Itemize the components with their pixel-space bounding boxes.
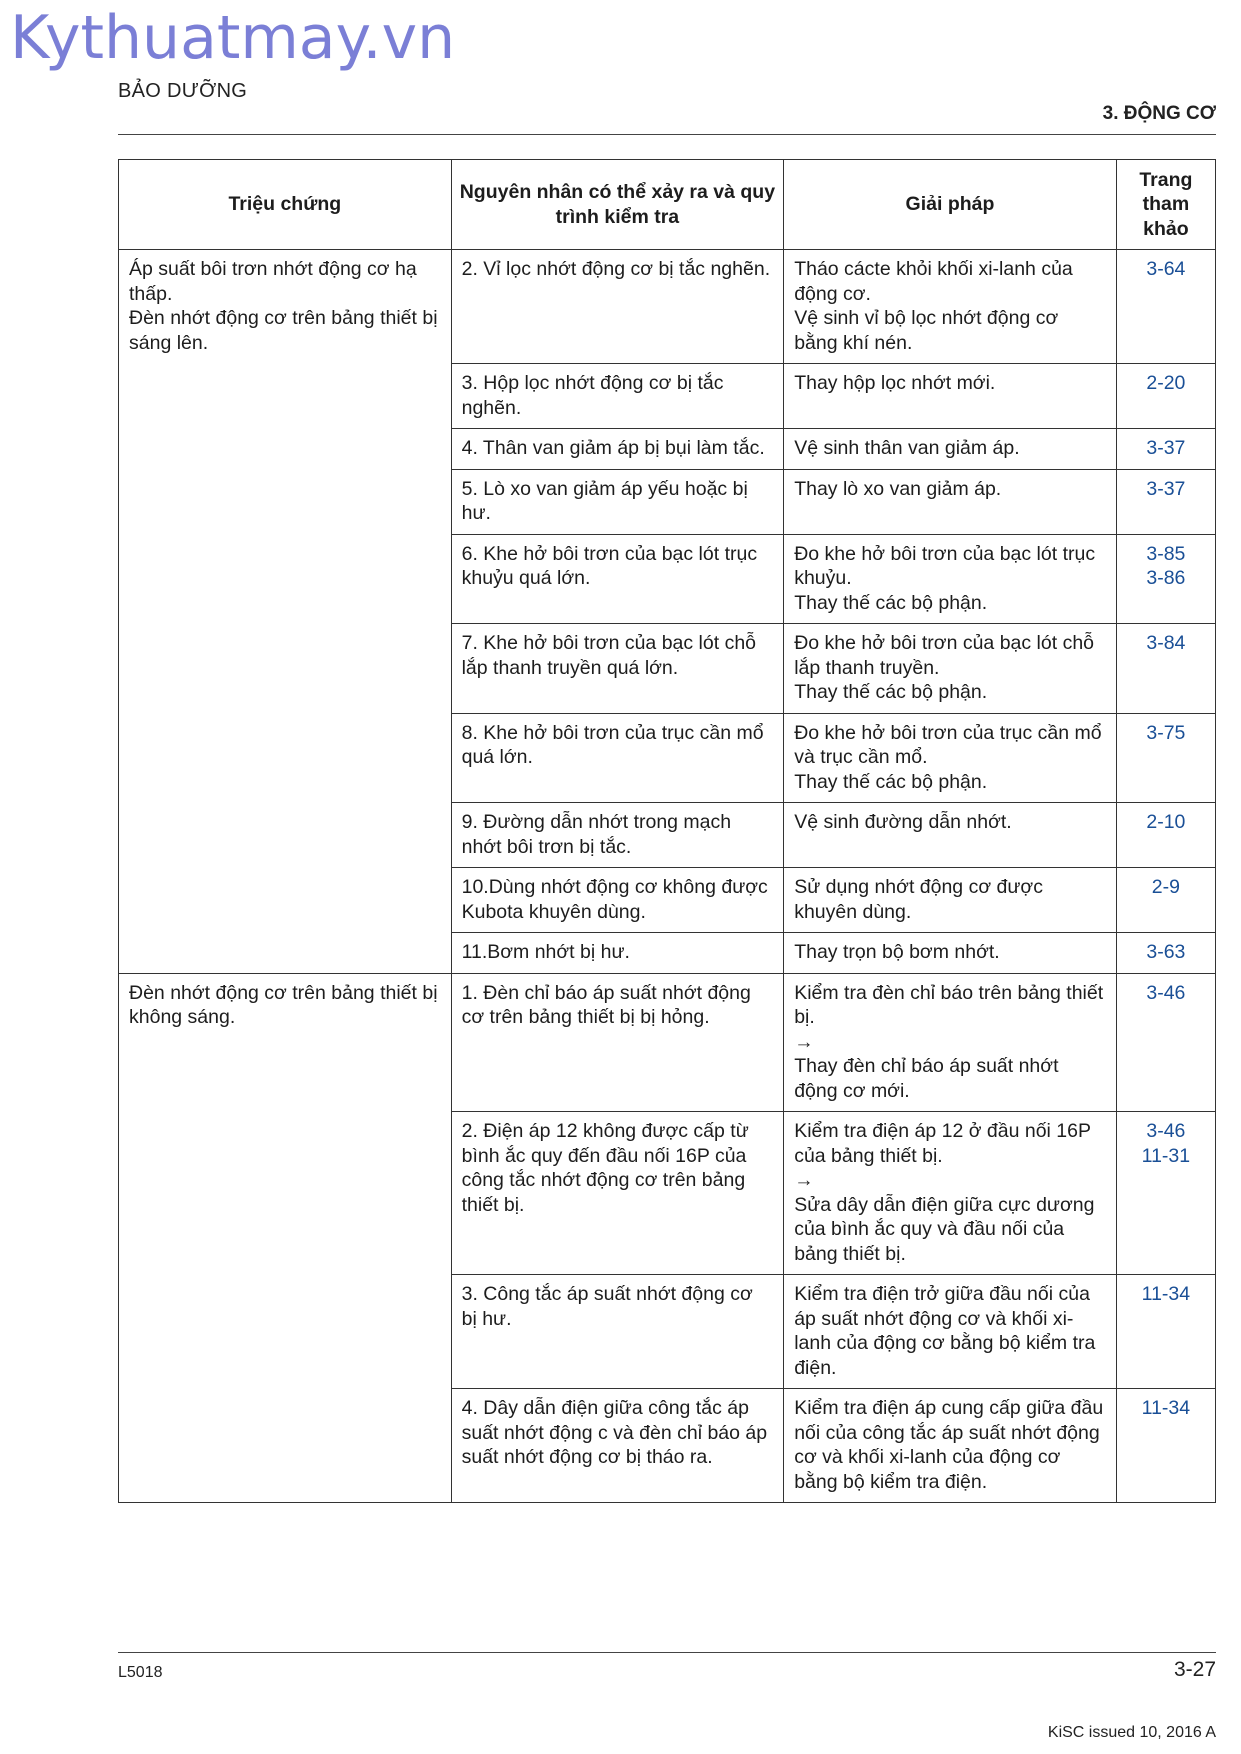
footer-divider xyxy=(118,1652,1216,1653)
cause-cell: 10.Dùng nhớt động cơ không được Kubota khuyên dùng. xyxy=(451,868,784,933)
cause-cell: 8. Khe hở bôi trơn của trục cần mổ quá lớn. xyxy=(451,713,784,803)
model-code: L5018 xyxy=(118,1664,163,1681)
cause-cell: 3. Công tắc áp suất nhớt động cơ bị hư. xyxy=(451,1275,784,1389)
header-divider xyxy=(118,134,1216,135)
cause-cell: 2. Vỉ lọc nhớt động cơ bị tắc nghẽn. xyxy=(451,250,784,364)
cause-cell: 11.Bơm nhớt bị hư. xyxy=(451,933,784,974)
cause-cell: 3. Hộp lọc nhớt động cơ bị tắc nghẽn. xyxy=(451,364,784,429)
cause-cell: 4. Dây dẫn điện giữa công tắc áp suất nhớt động c và đèn chỉ báo áp suất nhớt động cơ bị tháo ra. xyxy=(451,1389,784,1503)
symptom-cell: Áp suất bôi trơn nhớt động cơ hạ thấp. Đèn nhớt động cơ trên bảng thiết bị sáng lên. xyxy=(119,250,452,974)
cause-cell: 9. Đường dẫn nhớt trong mạch nhớt bôi trơn bị tắc. xyxy=(451,803,784,868)
reference-cell: 2-20 xyxy=(1116,364,1215,429)
reference-cell: 2-10 xyxy=(1116,803,1215,868)
column-header-reference: Trang tham khảo xyxy=(1116,160,1215,250)
solution-cell: Kiểm tra đèn chỉ báo trên bảng thiết bị. → Thay đèn chỉ báo áp suất nhớt động cơ mới. xyxy=(784,973,1117,1112)
cause-cell: 1. Đèn chỉ báo áp suất nhớt động cơ trên bảng thiết bị bị hỏng. xyxy=(451,973,784,1112)
solution-cell: Đo khe hở bôi trơn của bạc lót chỗ lắp thanh truyền. Thay thế các bộ phận. xyxy=(784,624,1117,714)
issue-note: KiSC issued 10, 2016 A xyxy=(1047,1724,1216,1741)
cause-cell: 4. Thân van giảm áp bị bụi làm tắc. xyxy=(451,429,784,470)
column-header-solution: Giải pháp xyxy=(784,160,1117,250)
reference-cell: 3-46 xyxy=(1116,973,1215,1112)
reference-cell: 11-34 xyxy=(1116,1275,1215,1389)
table-row xyxy=(119,973,1216,1112)
solution-cell: Đo khe hở bôi trơn của bạc lót trục khuỷu. Thay thế các bộ phận. xyxy=(784,534,1117,624)
reference-cell: 2-9 xyxy=(1116,868,1215,933)
reference-cell: 3-37 xyxy=(1116,429,1215,470)
solution-cell: Vệ sinh thân van giảm áp. xyxy=(784,429,1117,470)
troubleshooting-table xyxy=(118,159,1216,1503)
watermark-logo: Kythuatmay.vn xyxy=(10,3,456,73)
reference-cell: 3-64 xyxy=(1116,250,1215,364)
solution-cell: Sử dụng nhớt động cơ được khuyên dùng. xyxy=(784,868,1117,933)
chapter-title: 3. ĐỘNG CƠ xyxy=(1102,103,1216,124)
reference-cell: 3-84 xyxy=(1116,624,1215,714)
table-row xyxy=(119,250,1216,364)
solution-cell: Thay lò xo van giảm áp. xyxy=(784,469,1117,534)
solution-cell: Kiểm tra điện áp 12 ở đầu nối 16P của bảng thiết bị. → Sửa dây dẫn điện giữa cực dương của bình ắc quy và đầu nối của bảng thiết bị. xyxy=(784,1112,1117,1275)
solution-cell: Kiểm tra điện trở giữa đầu nối của áp suất nhớt động cơ và khối xi-lanh của động cơ bằng bộ kiểm tra điện. xyxy=(784,1275,1117,1389)
reference-cell: 11-34 xyxy=(1116,1389,1215,1503)
table-header-row xyxy=(119,160,1216,250)
solution-cell: Đo khe hở bôi trơn của trục cần mổ và trục cần mổ. Thay thế các bộ phận. xyxy=(784,713,1117,803)
page-number: 3-27 xyxy=(1173,1658,1216,1681)
solution-cell: Tháo cácte khỏi khối xi-lanh của động cơ. Vệ sinh vỉ bộ lọc nhớt động cơ bằng khí nén. xyxy=(784,250,1117,364)
reference-cell: 3-63 xyxy=(1116,933,1215,974)
solution-cell: Thay hộp lọc nhớt mới. xyxy=(784,364,1117,429)
reference-cell: 3-75 xyxy=(1116,713,1215,803)
cause-cell: 5. Lò xo van giảm áp yếu hoặc bị hư. xyxy=(451,469,784,534)
reference-cell: 3-46 11-31 xyxy=(1116,1112,1215,1275)
solution-cell: Kiểm tra điện áp cung cấp giữa đầu nối của công tắc áp suất nhớt động cơ và khối xi-lanh của động cơ bằng bộ kiểm tra điện. xyxy=(784,1389,1117,1503)
solution-cell: Vệ sinh đường dẫn nhớt. xyxy=(784,803,1117,868)
column-header-symptom: Triệu chứng xyxy=(119,160,452,250)
reference-cell: 3-85 3-86 xyxy=(1116,534,1215,624)
column-header-cause: Nguyên nhân có thể xảy ra và quy trình kiểm tra xyxy=(451,160,784,250)
symptom-cell: Đèn nhớt động cơ trên bảng thiết bị không sáng. xyxy=(119,973,452,1503)
cause-cell: 2. Điện áp 12 không được cấp từ bình ắc quy đến đầu nối 16P của công tắc nhớt động cơ trên bảng thiết bị. xyxy=(451,1112,784,1275)
solution-cell: Thay trọn bộ bơm nhớt. xyxy=(784,933,1117,974)
cause-cell: 6. Khe hở bôi trơn của bạc lót trục khuỷu quá lớn. xyxy=(451,534,784,624)
cause-cell: 7. Khe hở bôi trơn của bạc lót chỗ lắp thanh truyền quá lớn. xyxy=(451,624,784,714)
reference-cell: 3-37 xyxy=(1116,469,1215,534)
table-body xyxy=(119,250,1216,1503)
section-title: BẢO DƯỠNG xyxy=(118,80,248,102)
